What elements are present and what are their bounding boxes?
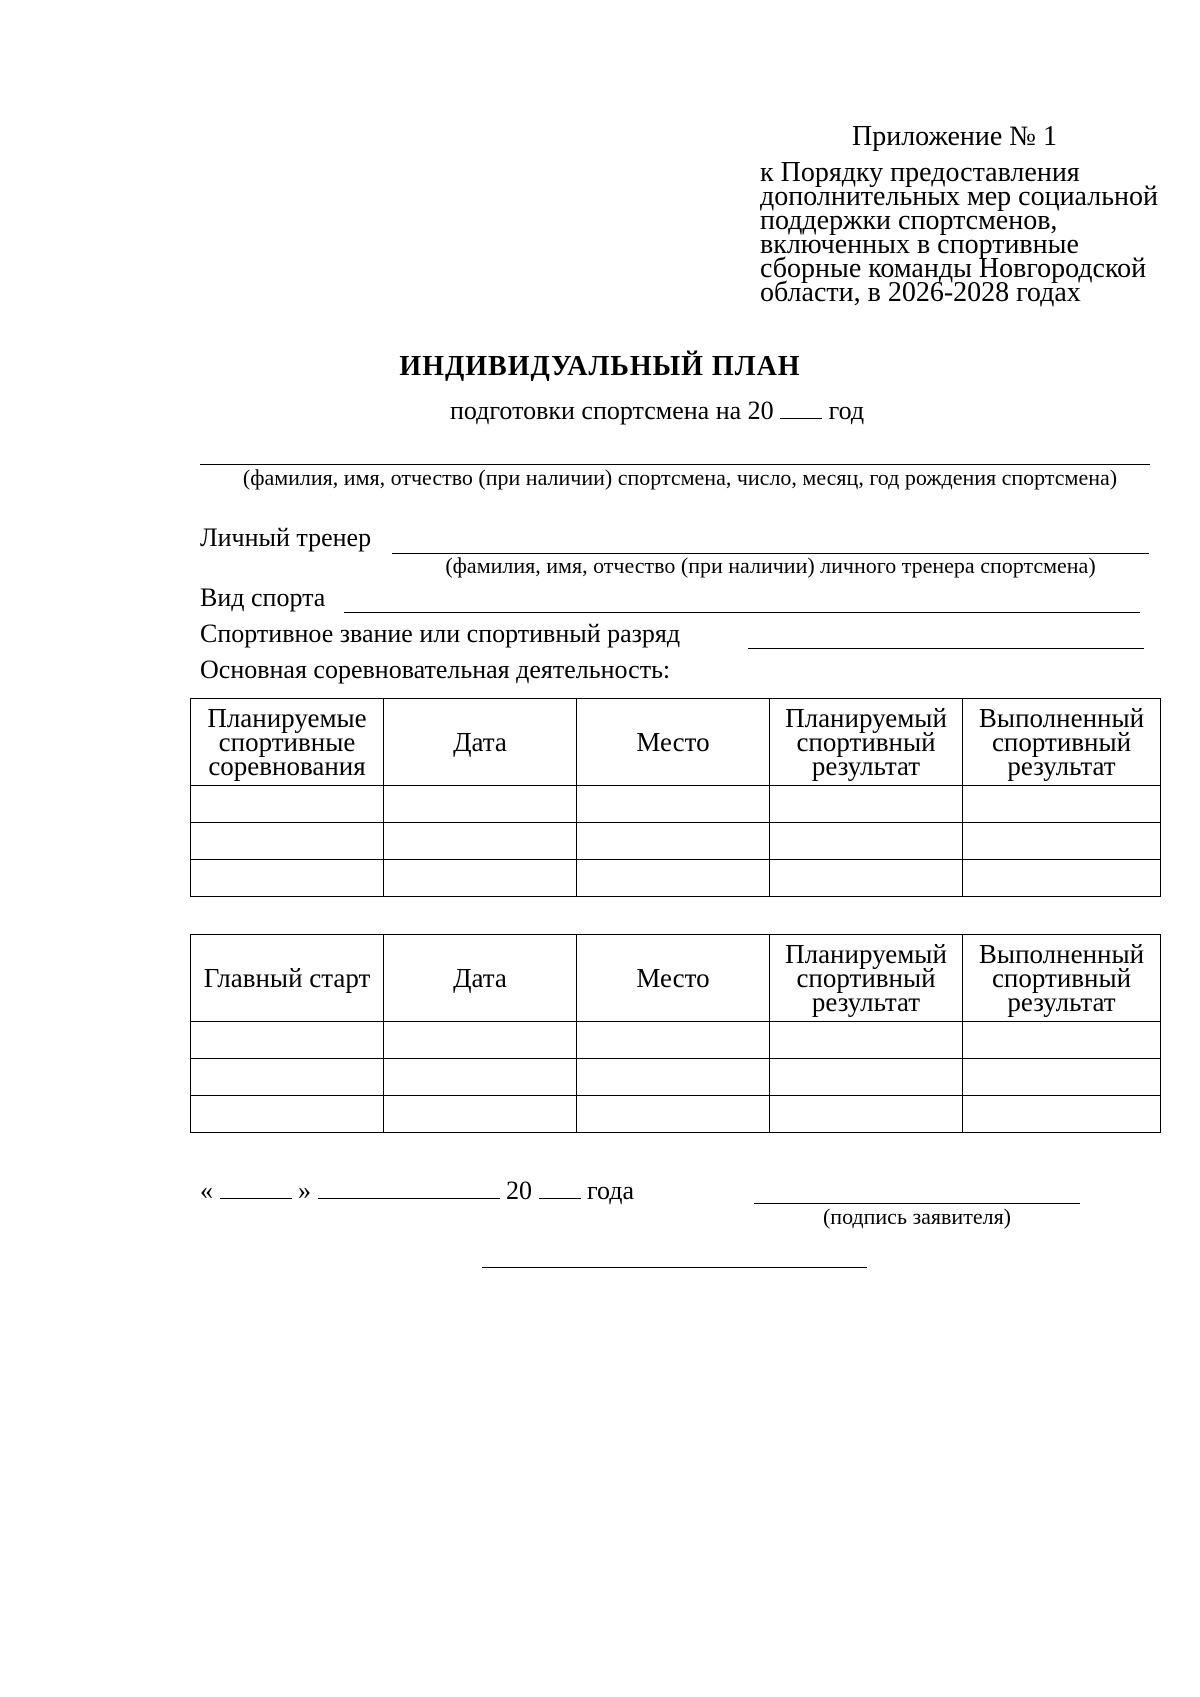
- table-cell[interactable]: [963, 786, 1161, 823]
- table-cell[interactable]: [770, 823, 963, 860]
- table-cell[interactable]: [770, 1059, 963, 1096]
- column-header: Дата: [384, 699, 577, 786]
- coach-caption: (фамилия, имя, отчество (при наличии) личного тренера спортсмена): [445, 553, 1096, 578]
- column-header: Место: [577, 935, 770, 1022]
- table-cell[interactable]: [191, 786, 384, 823]
- athlete-name-caption: (фамилия, имя, отчество (при наличии) спортсмена, число, месяц, год рождения спортсмена): [242, 465, 1118, 490]
- table-cell[interactable]: [577, 860, 770, 897]
- sport-line[interactable]: [344, 612, 1140, 613]
- table-cell[interactable]: [770, 1096, 963, 1133]
- quote-open: «: [200, 1176, 213, 1205]
- subtitle-suffix: год: [828, 396, 865, 425]
- table-cell[interactable]: [577, 1059, 770, 1096]
- table-cell[interactable]: [963, 1096, 1161, 1133]
- appendix-title: Приложение № 1: [852, 121, 1057, 152]
- table-cell[interactable]: [963, 860, 1161, 897]
- competitions-table: [190, 698, 1161, 897]
- table-cell[interactable]: [963, 1022, 1161, 1059]
- table-cell[interactable]: [577, 823, 770, 860]
- table-cell[interactable]: [384, 1022, 577, 1059]
- table-cell[interactable]: [770, 1022, 963, 1059]
- table-header-row: [191, 935, 1161, 1022]
- table-cell[interactable]: [191, 1059, 384, 1096]
- table-cell[interactable]: [191, 1022, 384, 1059]
- main-start-table: [190, 934, 1161, 1133]
- table-cell[interactable]: [577, 786, 770, 823]
- table-cell[interactable]: [191, 860, 384, 897]
- table-cell[interactable]: [384, 1059, 577, 1096]
- table-row: [191, 1022, 1161, 1059]
- column-header: Дата: [384, 935, 577, 1022]
- sport-label: Вид спорта: [200, 583, 326, 612]
- table-cell[interactable]: [770, 860, 963, 897]
- table-row: [191, 786, 1161, 823]
- table-cell[interactable]: [577, 1096, 770, 1133]
- rank-label: Спортивное звание или спортивный разряд: [200, 619, 681, 648]
- column-header: Главный старт: [191, 935, 384, 1022]
- column-header: Место: [577, 699, 770, 786]
- year-suffix: года: [587, 1176, 635, 1205]
- bottom-line[interactable]: [482, 1267, 867, 1268]
- table-cell[interactable]: [384, 860, 577, 897]
- day-blank[interactable]: [220, 1176, 292, 1199]
- table-cell[interactable]: [384, 1096, 577, 1133]
- year-prefix: 20: [506, 1176, 532, 1205]
- column-header: Планируемые спортивные соревнования: [191, 699, 384, 786]
- table-row: [191, 1059, 1161, 1096]
- column-header: Выполненный спортивный результат: [963, 935, 1161, 1022]
- document-subtitle: [450, 396, 864, 426]
- table-cell[interactable]: [963, 823, 1161, 860]
- table-cell[interactable]: [191, 1096, 384, 1133]
- table-header-row: [191, 699, 1161, 786]
- table-cell[interactable]: [963, 1059, 1161, 1096]
- year-suffix-blank[interactable]: [539, 1176, 581, 1199]
- table-row: [191, 1096, 1161, 1133]
- table-cell[interactable]: [384, 823, 577, 860]
- column-header: Планируемый спортивный результат: [770, 935, 963, 1022]
- rank-line[interactable]: [748, 648, 1144, 649]
- table-cell[interactable]: [384, 786, 577, 823]
- table-cell[interactable]: [577, 1022, 770, 1059]
- quote-close: »: [298, 1176, 311, 1205]
- appendix-text: к Порядку предоставления дополнительных мер социальной поддержки спортсменов, включенных в спортивные сборные команды Новгородской области, в 2026-2028 годах: [760, 157, 1158, 308]
- table-row: [191, 823, 1161, 860]
- column-header: Выполненный спортивный результат: [963, 699, 1161, 786]
- table-cell[interactable]: [191, 823, 384, 860]
- column-header: Планируемый спортивный результат: [770, 699, 963, 786]
- coach-label: Личный тренер: [200, 523, 372, 552]
- month-blank[interactable]: [318, 1176, 500, 1199]
- date-line: [200, 1176, 634, 1206]
- subtitle-prefix: подготовки спортсмена на 20: [450, 396, 774, 425]
- table-cell[interactable]: [770, 786, 963, 823]
- document-title: ИНДИВИДУАЛЬНЫЙ ПЛАН: [399, 351, 801, 382]
- table-row: [191, 860, 1161, 897]
- activity-label: Основная соревновательная деятельность:: [200, 655, 671, 684]
- year-blank[interactable]: [780, 396, 822, 419]
- signature-caption: (подпись заявителя): [822, 1204, 1012, 1229]
